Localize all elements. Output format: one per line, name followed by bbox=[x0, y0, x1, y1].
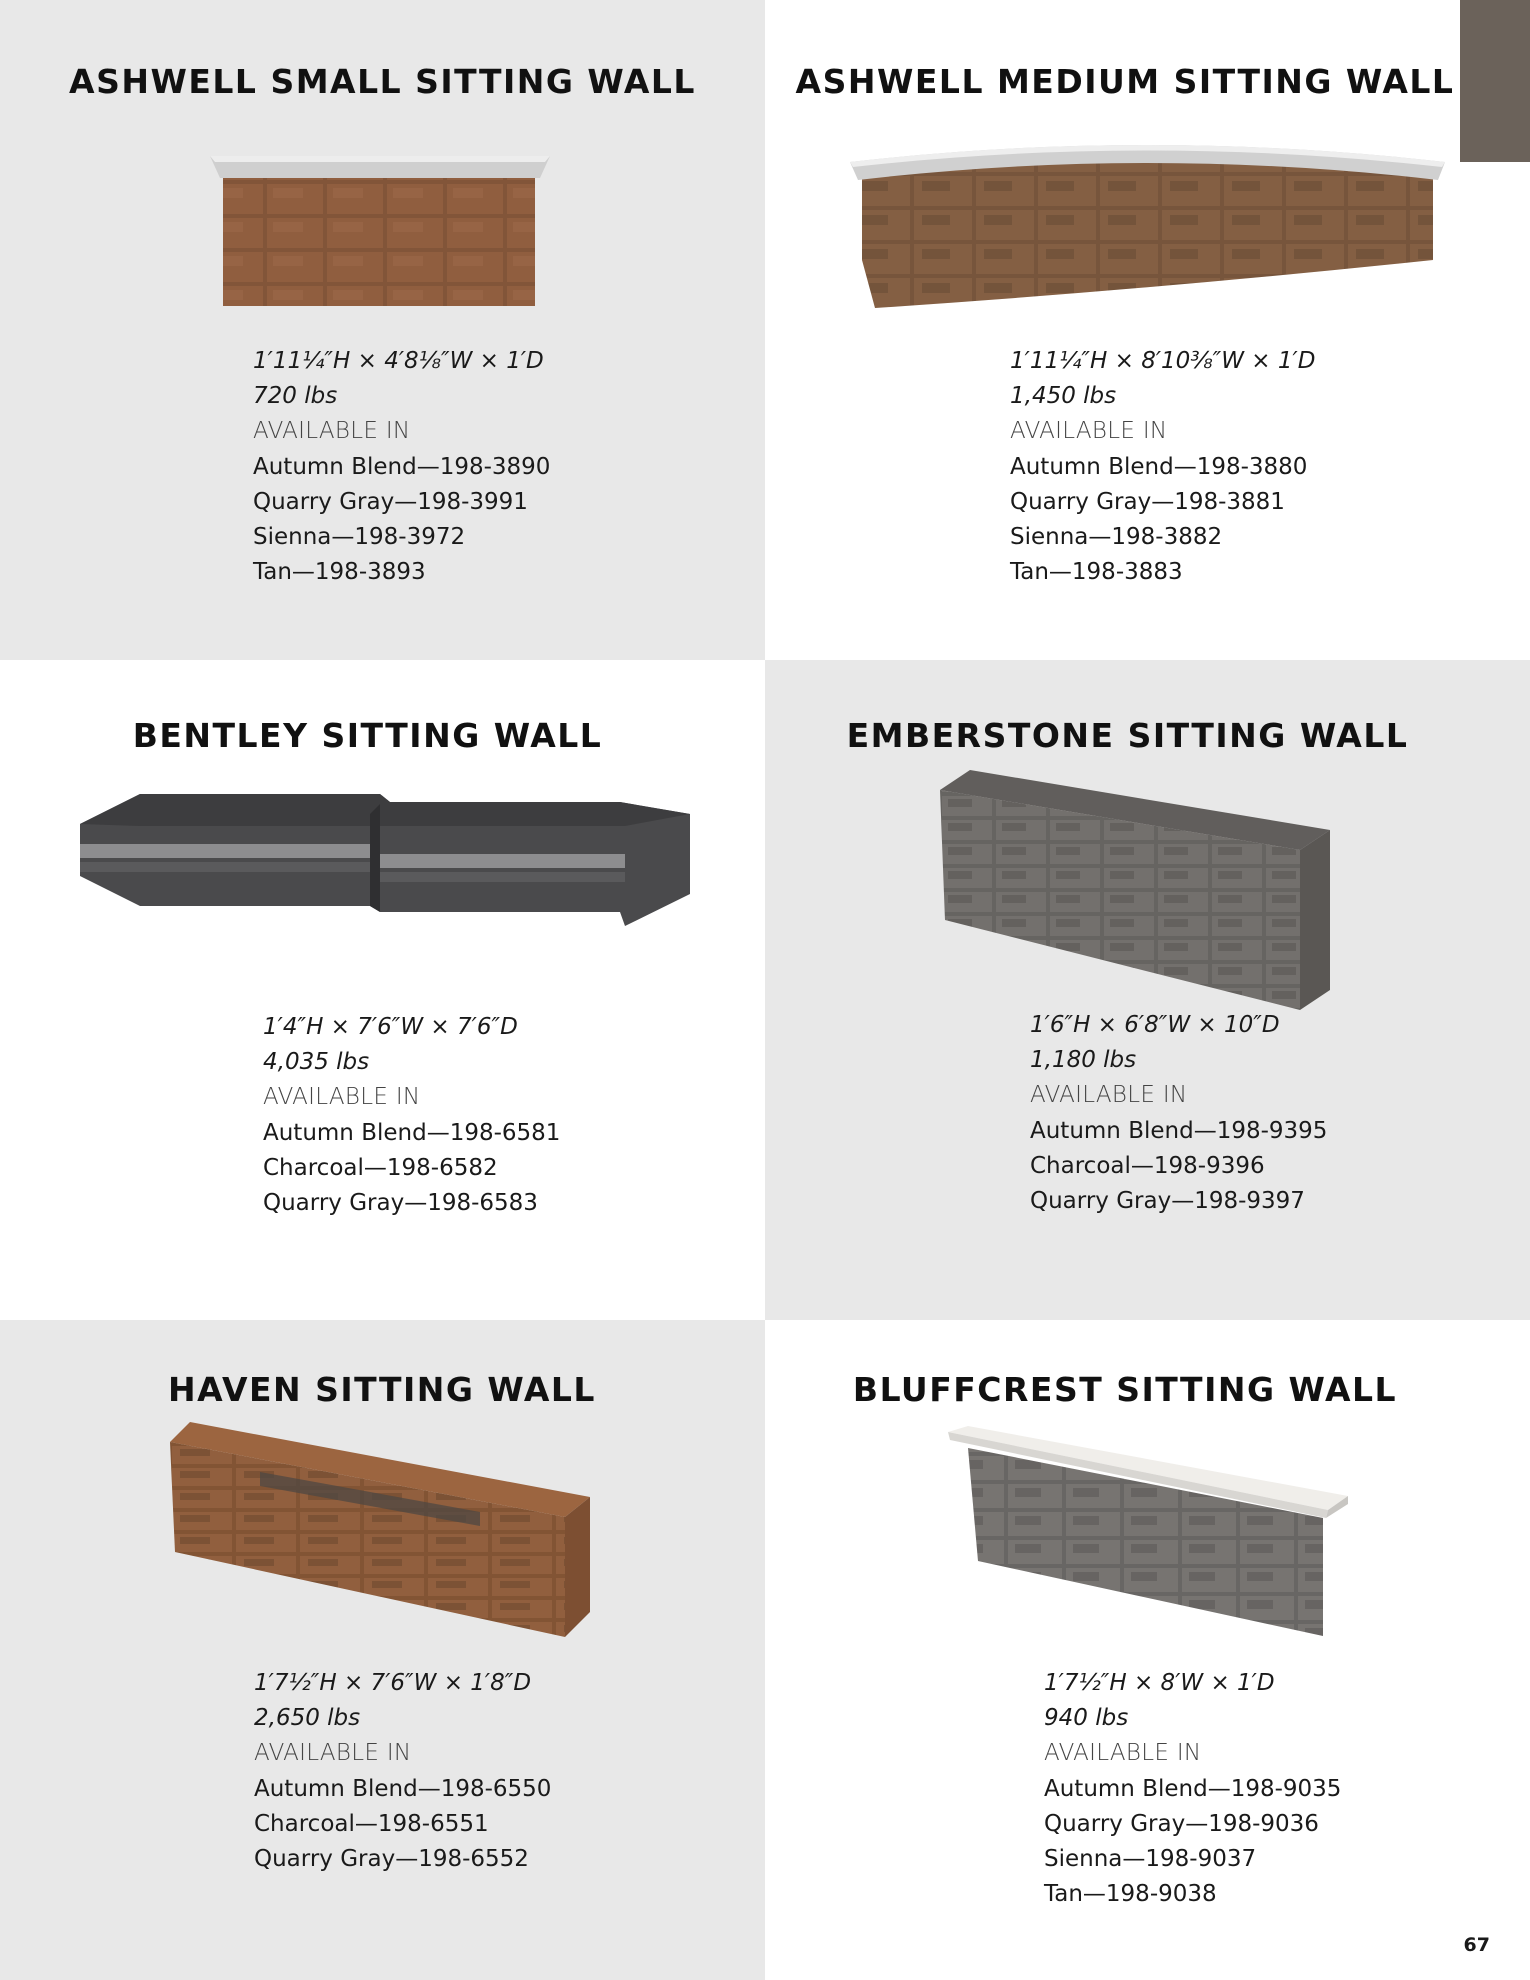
color-option: Quarry Gray—198-9397 bbox=[1030, 1188, 1305, 1215]
product-title: BLUFFCREST SITTING WALL bbox=[852, 1370, 1398, 1409]
weight: 720 lbs bbox=[253, 383, 338, 410]
product-specs bbox=[263, 1010, 560, 1221]
weight: 2,650 lbs bbox=[254, 1705, 361, 1732]
color-option: Autumn Blend—198-9395 bbox=[1030, 1117, 1328, 1144]
ashwell-medium-wall-image bbox=[850, 140, 1445, 310]
color-option: Tan—198-9038 bbox=[1044, 1881, 1217, 1908]
dimensions: 1′7½″H × 8′W × 1′D bbox=[1044, 1670, 1275, 1696]
color-option: Sienna—198-9037 bbox=[1044, 1846, 1257, 1873]
color-option: Quarry Gray—198-9036 bbox=[1044, 1810, 1319, 1837]
color-option: Autumn Blend—198-9035 bbox=[1044, 1775, 1342, 1802]
available-label: AVAILABLE IN bbox=[263, 1084, 421, 1111]
available-label: AVAILABLE IN bbox=[1010, 418, 1168, 445]
product-title: EMBERSTONE SITTING WALL bbox=[846, 716, 1409, 755]
weight: 1,450 lbs bbox=[1010, 383, 1117, 410]
color-option: Quarry Gray—198-6552 bbox=[254, 1846, 529, 1873]
page-number: 67 bbox=[1463, 1934, 1490, 1956]
product-panel-ashwell-medium bbox=[765, 0, 1530, 660]
dimensions: 1′11¼″H × 4′8⅛″W × 1′D bbox=[253, 348, 544, 374]
dimensions: 1′7½″H × 7′6″W × 1′8″D bbox=[254, 1670, 532, 1696]
color-option: Quarry Gray—198-3881 bbox=[1010, 488, 1285, 515]
product-title: ASHWELL MEDIUM SITTING WALL bbox=[795, 62, 1455, 101]
product-panel-emberstone bbox=[765, 660, 1530, 1320]
available-label: AVAILABLE IN bbox=[254, 1740, 412, 1767]
color-option: Tan—198-3883 bbox=[1010, 559, 1183, 586]
product-specs bbox=[1010, 344, 1315, 590]
available-label: AVAILABLE IN bbox=[253, 418, 411, 445]
dimensions: 1′6″H × 6′8″W × 10″D bbox=[1030, 1012, 1280, 1038]
product-panel-bluffcrest bbox=[765, 1320, 1530, 1980]
dimensions: 1′4″H × 7′6″W × 7′6″D bbox=[263, 1014, 518, 1040]
product-panel-haven bbox=[0, 1320, 765, 1980]
haven-wall-image bbox=[170, 1422, 595, 1637]
color-option: Autumn Blend—198-3880 bbox=[1010, 453, 1308, 480]
ashwell-small-wall-image bbox=[205, 148, 555, 308]
emberstone-wall-image bbox=[940, 770, 1360, 1010]
product-title: ASHWELL SMALL SITTING WALL bbox=[69, 62, 696, 101]
color-option: Charcoal—198-6551 bbox=[254, 1810, 489, 1837]
section-tab bbox=[1460, 0, 1530, 162]
color-option: Autumn Blend—198-6550 bbox=[254, 1775, 552, 1802]
product-title: BENTLEY SITTING WALL bbox=[132, 716, 603, 755]
product-specs bbox=[253, 344, 550, 590]
available-label: AVAILABLE IN bbox=[1044, 1740, 1202, 1767]
product-title: HAVEN SITTING WALL bbox=[168, 1370, 596, 1409]
color-option: Quarry Gray—198-6583 bbox=[263, 1190, 538, 1217]
color-option: Tan—198-3893 bbox=[253, 559, 426, 586]
product-specs bbox=[254, 1666, 551, 1877]
color-option: Charcoal—198-9396 bbox=[1030, 1152, 1265, 1179]
color-option: Autumn Blend—198-6581 bbox=[263, 1119, 561, 1146]
weight: 940 lbs bbox=[1044, 1705, 1129, 1732]
product-panel-ashwell-small bbox=[0, 0, 765, 660]
weight: 4,035 lbs bbox=[263, 1049, 370, 1076]
dimensions: 1′11¼″H × 8′10⅜″W × 1′D bbox=[1010, 348, 1316, 374]
available-label: AVAILABLE IN bbox=[1030, 1082, 1188, 1109]
color-option: Sienna—198-3972 bbox=[253, 524, 466, 551]
weight: 1,180 lbs bbox=[1030, 1047, 1137, 1074]
bluffcrest-wall-image bbox=[948, 1426, 1353, 1641]
product-panel-bentley bbox=[0, 660, 765, 1320]
bentley-wall-image bbox=[80, 794, 695, 934]
color-option: Sienna—198-3882 bbox=[1010, 524, 1223, 551]
product-specs bbox=[1030, 1008, 1327, 1219]
color-option: Charcoal—198-6582 bbox=[263, 1154, 498, 1181]
product-specs bbox=[1044, 1666, 1341, 1912]
color-option: Autumn Blend—198-3890 bbox=[253, 453, 551, 480]
color-option: Quarry Gray—198-3991 bbox=[253, 488, 528, 515]
